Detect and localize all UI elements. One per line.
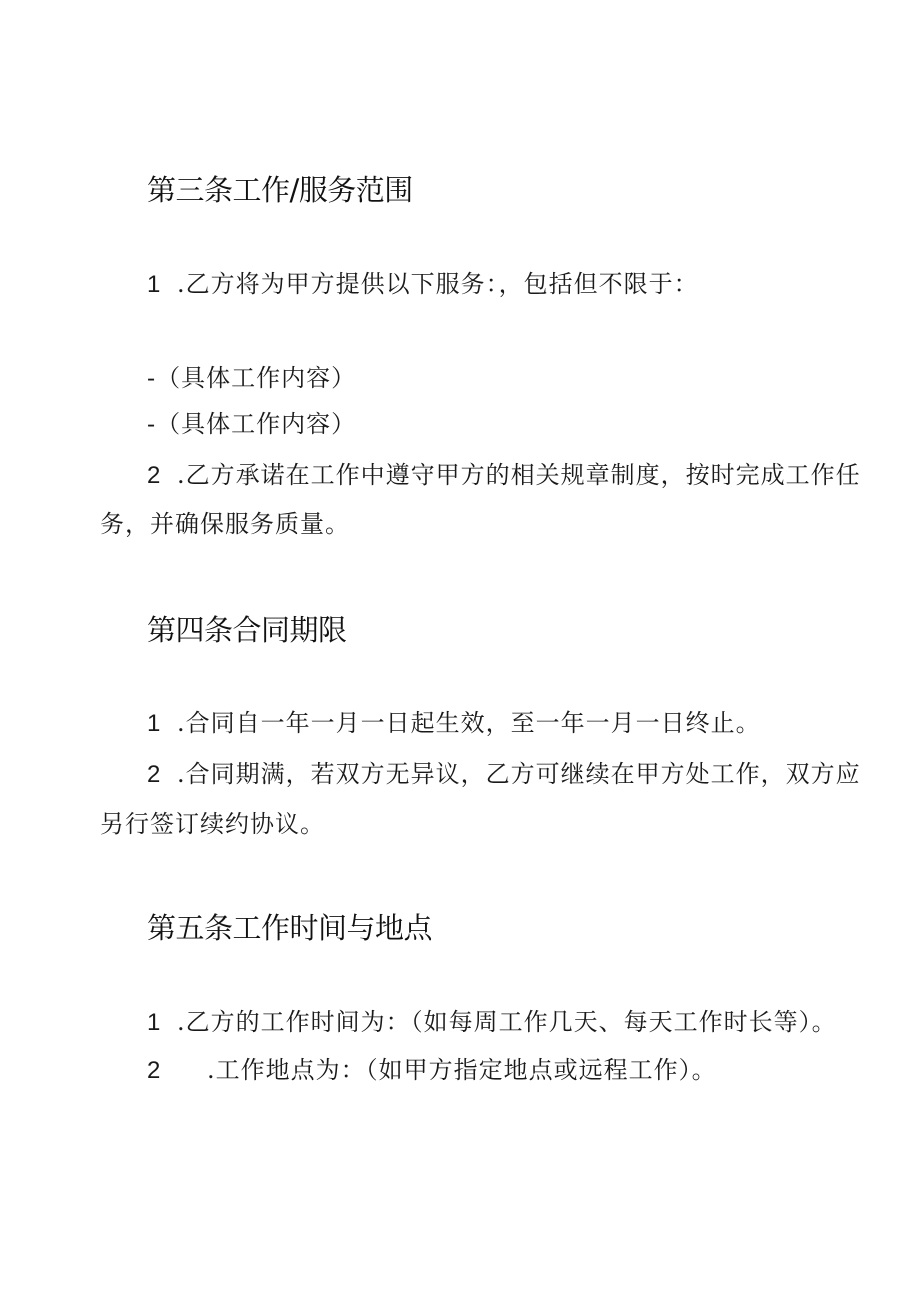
section-heading: 第四条合同期限 xyxy=(147,613,347,647)
clause-text: .合同期满，若双方无异议，乙方可继续在甲方处工作，双方应 xyxy=(177,760,861,788)
clause-text: .乙方承诺在工作中遵守甲方的相关规章制度，按时完成工作任 xyxy=(177,461,861,489)
clause-line xyxy=(147,1054,717,1087)
clause-number: 1 xyxy=(147,271,162,298)
clause-number: 2 xyxy=(147,1057,162,1084)
clause-line xyxy=(147,1006,837,1039)
section-heading: 第三条工作/服务范围 xyxy=(147,173,413,207)
list-item: -（具体工作内容） xyxy=(147,364,357,392)
clause-text: .合同自一年一月一日起生效，至一年一月一日终止。 xyxy=(177,709,761,737)
clause-number: 2 xyxy=(147,761,162,788)
clause-continuation: 务，并确保服务质量。 xyxy=(100,510,350,538)
clause-line xyxy=(147,459,861,492)
clause-number: 1 xyxy=(147,1009,162,1036)
clause-line xyxy=(147,268,699,301)
clause-line xyxy=(147,707,761,740)
section-heading: 第五条工作时间与地点 xyxy=(147,911,433,945)
list-item: -（具体工作内容） xyxy=(147,410,357,438)
clause-number: 1 xyxy=(147,710,162,737)
clause-number: 2 xyxy=(147,462,162,489)
clause-text: .乙方的工作时间为：（如每周工作几天、每天工作时长等）。 xyxy=(177,1008,837,1036)
clause-text: .乙方将为甲方提供以下服务：，包括但不限于： xyxy=(177,270,699,298)
clause-text: .工作地点为：（如甲方指定地点或远程工作）。 xyxy=(207,1056,717,1084)
clause-continuation: 另行签订续约协议。 xyxy=(100,810,325,838)
clause-line xyxy=(147,758,861,791)
